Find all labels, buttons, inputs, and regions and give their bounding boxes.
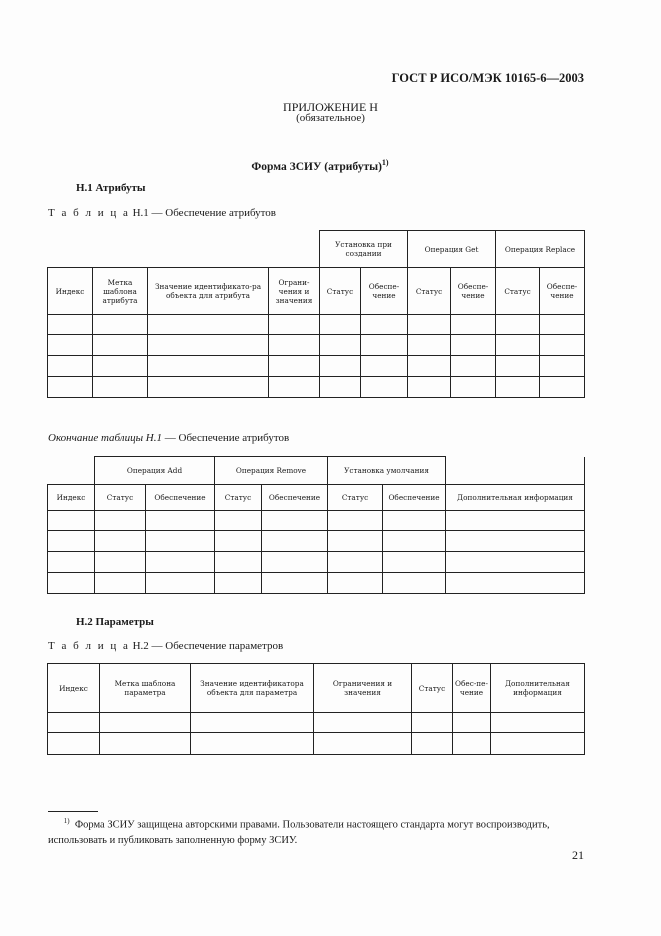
group-header: Операция Add: [95, 457, 215, 485]
table-cell[interactable]: [383, 573, 446, 594]
column-header: Статус: [215, 485, 262, 511]
continuation-text: — Обеспечение атрибутов: [162, 432, 290, 444]
table-cell[interactable]: [48, 511, 95, 531]
column-header: Статус: [496, 268, 540, 315]
table-cell[interactable]: [408, 377, 451, 398]
table-cell[interactable]: [262, 552, 328, 573]
table-cell[interactable]: [215, 552, 262, 573]
table-cell[interactable]: [446, 552, 585, 573]
empty-corner: [48, 457, 95, 485]
table-cell[interactable]: [215, 511, 262, 531]
table-cell[interactable]: [328, 531, 383, 552]
table-cell[interactable]: [383, 552, 446, 573]
column-header: Значение идентификатора объекта для параметра: [191, 664, 314, 713]
table-row: [48, 733, 585, 755]
table-cell[interactable]: [100, 733, 191, 755]
table-cell[interactable]: [361, 315, 408, 335]
column-header: Индекс: [48, 664, 100, 713]
table-cell[interactable]: [48, 713, 100, 733]
table-cell[interactable]: [540, 377, 585, 398]
column-header: Ограничения и значения: [314, 664, 412, 713]
parameters-table: [47, 663, 585, 755]
table-cell[interactable]: [95, 531, 146, 552]
column-header: Статус: [320, 268, 361, 315]
table-cell[interactable]: [446, 573, 585, 594]
attributes-table: [47, 230, 585, 398]
form-title: [0, 158, 640, 173]
footnote-ref: 1): [381, 158, 389, 167]
table-cell[interactable]: [148, 377, 269, 398]
table-row: [48, 713, 585, 733]
table-cell[interactable]: [412, 733, 453, 755]
table-cell[interactable]: [146, 531, 215, 552]
table-header-row: [48, 485, 585, 511]
column-header: Дополнительная информация: [446, 485, 585, 511]
column-header: Индекс: [48, 268, 93, 315]
table-row: [48, 511, 585, 531]
table-cell[interactable]: [269, 356, 320, 377]
table-cell[interactable]: [446, 511, 585, 531]
column-header: Обеспе-чение: [451, 268, 496, 315]
column-header: Статус: [95, 485, 146, 511]
footnote-separator: [48, 811, 98, 812]
footnote-text: Форма ЗСИУ защищена авторскими правами. Пользователи настоящего стандарта могут воспроизводить, использовать и публиковать заполненную форму ЗСИУ.: [48, 819, 550, 846]
table-cell[interactable]: [148, 356, 269, 377]
table-caption-h1: [48, 207, 276, 219]
table-group-header-row: [48, 457, 585, 485]
table-cell[interactable]: [48, 573, 95, 594]
table-cell[interactable]: [496, 335, 540, 356]
table-cell[interactable]: [146, 511, 215, 531]
table-row: [48, 335, 585, 356]
table-cell[interactable]: [408, 335, 451, 356]
table-cell[interactable]: [408, 315, 451, 335]
table-cell[interactable]: [191, 713, 314, 733]
table-cell[interactable]: [215, 573, 262, 594]
table-cell[interactable]: [269, 315, 320, 335]
column-header: Обеспе-чение: [361, 268, 408, 315]
table-cell[interactable]: [540, 315, 585, 335]
table-cell[interactable]: [146, 573, 215, 594]
group-header: Установка при создании: [320, 231, 408, 268]
table-header-row: [48, 664, 585, 713]
table-cell[interactable]: [446, 531, 585, 552]
caption-prefix: Т а б л и ц а: [48, 640, 130, 652]
table-cell[interactable]: [408, 356, 451, 377]
table-cell[interactable]: [148, 315, 269, 335]
column-header: Обес-пе-чение: [453, 664, 491, 713]
attributes-table-continuation: [47, 456, 585, 594]
table-cell[interactable]: [95, 573, 146, 594]
table-cell[interactable]: [95, 552, 146, 573]
table-cell[interactable]: [361, 356, 408, 377]
table-cell[interactable]: [48, 531, 95, 552]
table-cell[interactable]: [93, 315, 148, 335]
table-cell[interactable]: [269, 377, 320, 398]
table-cell[interactable]: [48, 377, 93, 398]
page-number: 21: [572, 848, 584, 862]
table-cell[interactable]: [496, 356, 540, 377]
footnote: [48, 814, 584, 848]
column-header: Статус: [408, 268, 451, 315]
standard-designation: ГОСТ Р ИСО/МЭК 10165-6—2003: [391, 71, 584, 85]
table-cell[interactable]: [496, 315, 540, 335]
table-cell[interactable]: [93, 356, 148, 377]
caption-text: Н.1 — Обеспечение атрибутов: [132, 207, 276, 219]
group-header: Операция Replace: [496, 231, 585, 268]
table-cell[interactable]: [361, 377, 408, 398]
table-cell[interactable]: [540, 356, 585, 377]
table-cell[interactable]: [215, 531, 262, 552]
table-cell[interactable]: [48, 733, 100, 755]
table-cell[interactable]: [320, 377, 361, 398]
column-header: Индекс: [48, 485, 95, 511]
table-cell[interactable]: [95, 511, 146, 531]
table-group-header-row: [48, 231, 585, 268]
table-cell[interactable]: [269, 335, 320, 356]
table-cell[interactable]: [191, 733, 314, 755]
table-cell[interactable]: [412, 713, 453, 733]
column-header: Обеспечение: [146, 485, 215, 511]
table-cell[interactable]: [453, 713, 491, 733]
table-cell[interactable]: [48, 552, 95, 573]
table-cell[interactable]: [491, 713, 585, 733]
empty-corner: [446, 457, 585, 485]
table-cell[interactable]: [361, 335, 408, 356]
column-header: Ограни-чения и значения: [269, 268, 320, 315]
caption-prefix: Т а б л и ц а: [48, 207, 130, 219]
section-heading-parameters: Н.2 Параметры: [76, 616, 154, 628]
table-header-row: [48, 268, 585, 315]
annex-subtitle: (обязательное): [296, 112, 365, 124]
table-cell[interactable]: [148, 335, 269, 356]
caption-text: Н.2 — Обеспечение параметров: [132, 640, 284, 652]
column-header: Значение идентификато-ра объекта для атрибута: [148, 268, 269, 315]
table-cell[interactable]: [383, 531, 446, 552]
table-cell[interactable]: [262, 573, 328, 594]
table-cell[interactable]: [328, 573, 383, 594]
table-cell[interactable]: [146, 552, 215, 573]
table-cell[interactable]: [320, 335, 361, 356]
table-cell[interactable]: [451, 315, 496, 335]
table-cell[interactable]: [451, 335, 496, 356]
table-row: [48, 531, 585, 552]
table-cell[interactable]: [320, 315, 361, 335]
table-cell[interactable]: [100, 713, 191, 733]
column-header: Обеспечение: [383, 485, 446, 511]
column-header: Обеспе-чение: [540, 268, 585, 315]
table-cell[interactable]: [320, 356, 361, 377]
table-cell[interactable]: [496, 377, 540, 398]
column-header: Статус: [328, 485, 383, 511]
table-cell[interactable]: [93, 335, 148, 356]
table-cell[interactable]: [314, 733, 412, 755]
table-continuation-caption: [48, 432, 289, 444]
group-header: Операция Get: [408, 231, 496, 268]
table-cell[interactable]: [314, 713, 412, 733]
table-cell[interactable]: [328, 552, 383, 573]
table-caption-h2: [48, 640, 283, 652]
form-title-text: Форма ЗСИУ (атрибуты): [251, 160, 382, 173]
column-header: Статус: [412, 664, 453, 713]
table-cell[interactable]: [262, 511, 328, 531]
table-row: [48, 552, 585, 573]
column-header: Метка шаблона атрибута: [93, 268, 148, 315]
table-cell[interactable]: [491, 733, 585, 755]
table-cell[interactable]: [451, 377, 496, 398]
group-header: Операция Remove: [215, 457, 328, 485]
table-cell[interactable]: [453, 733, 491, 755]
table-cell[interactable]: [262, 531, 328, 552]
column-header: Дополнительная информация: [491, 664, 585, 713]
table-row: [48, 573, 585, 594]
annex-title: ПРИЛОЖЕНИЕ Н: [283, 100, 378, 114]
table-cell[interactable]: [383, 511, 446, 531]
group-header: Установка умолчания: [328, 457, 446, 485]
table-cell[interactable]: [328, 511, 383, 531]
table-cell[interactable]: [451, 356, 496, 377]
table-cell[interactable]: [48, 315, 93, 335]
section-heading-attributes: Н.1 Атрибуты: [76, 182, 146, 194]
table-cell[interactable]: [93, 377, 148, 398]
column-header: Обеспечение: [262, 485, 328, 511]
continuation-label: Окончание таблицы Н.1: [48, 432, 162, 444]
table-cell[interactable]: [48, 356, 93, 377]
empty-corner: [48, 231, 320, 268]
table-cell[interactable]: [540, 335, 585, 356]
column-header: Метка шаблона параметра: [100, 664, 191, 713]
table-row: [48, 356, 585, 377]
table-row: [48, 315, 585, 335]
table-cell[interactable]: [48, 335, 93, 356]
table-row: [48, 377, 585, 398]
footnote-mark: 1): [63, 817, 70, 825]
